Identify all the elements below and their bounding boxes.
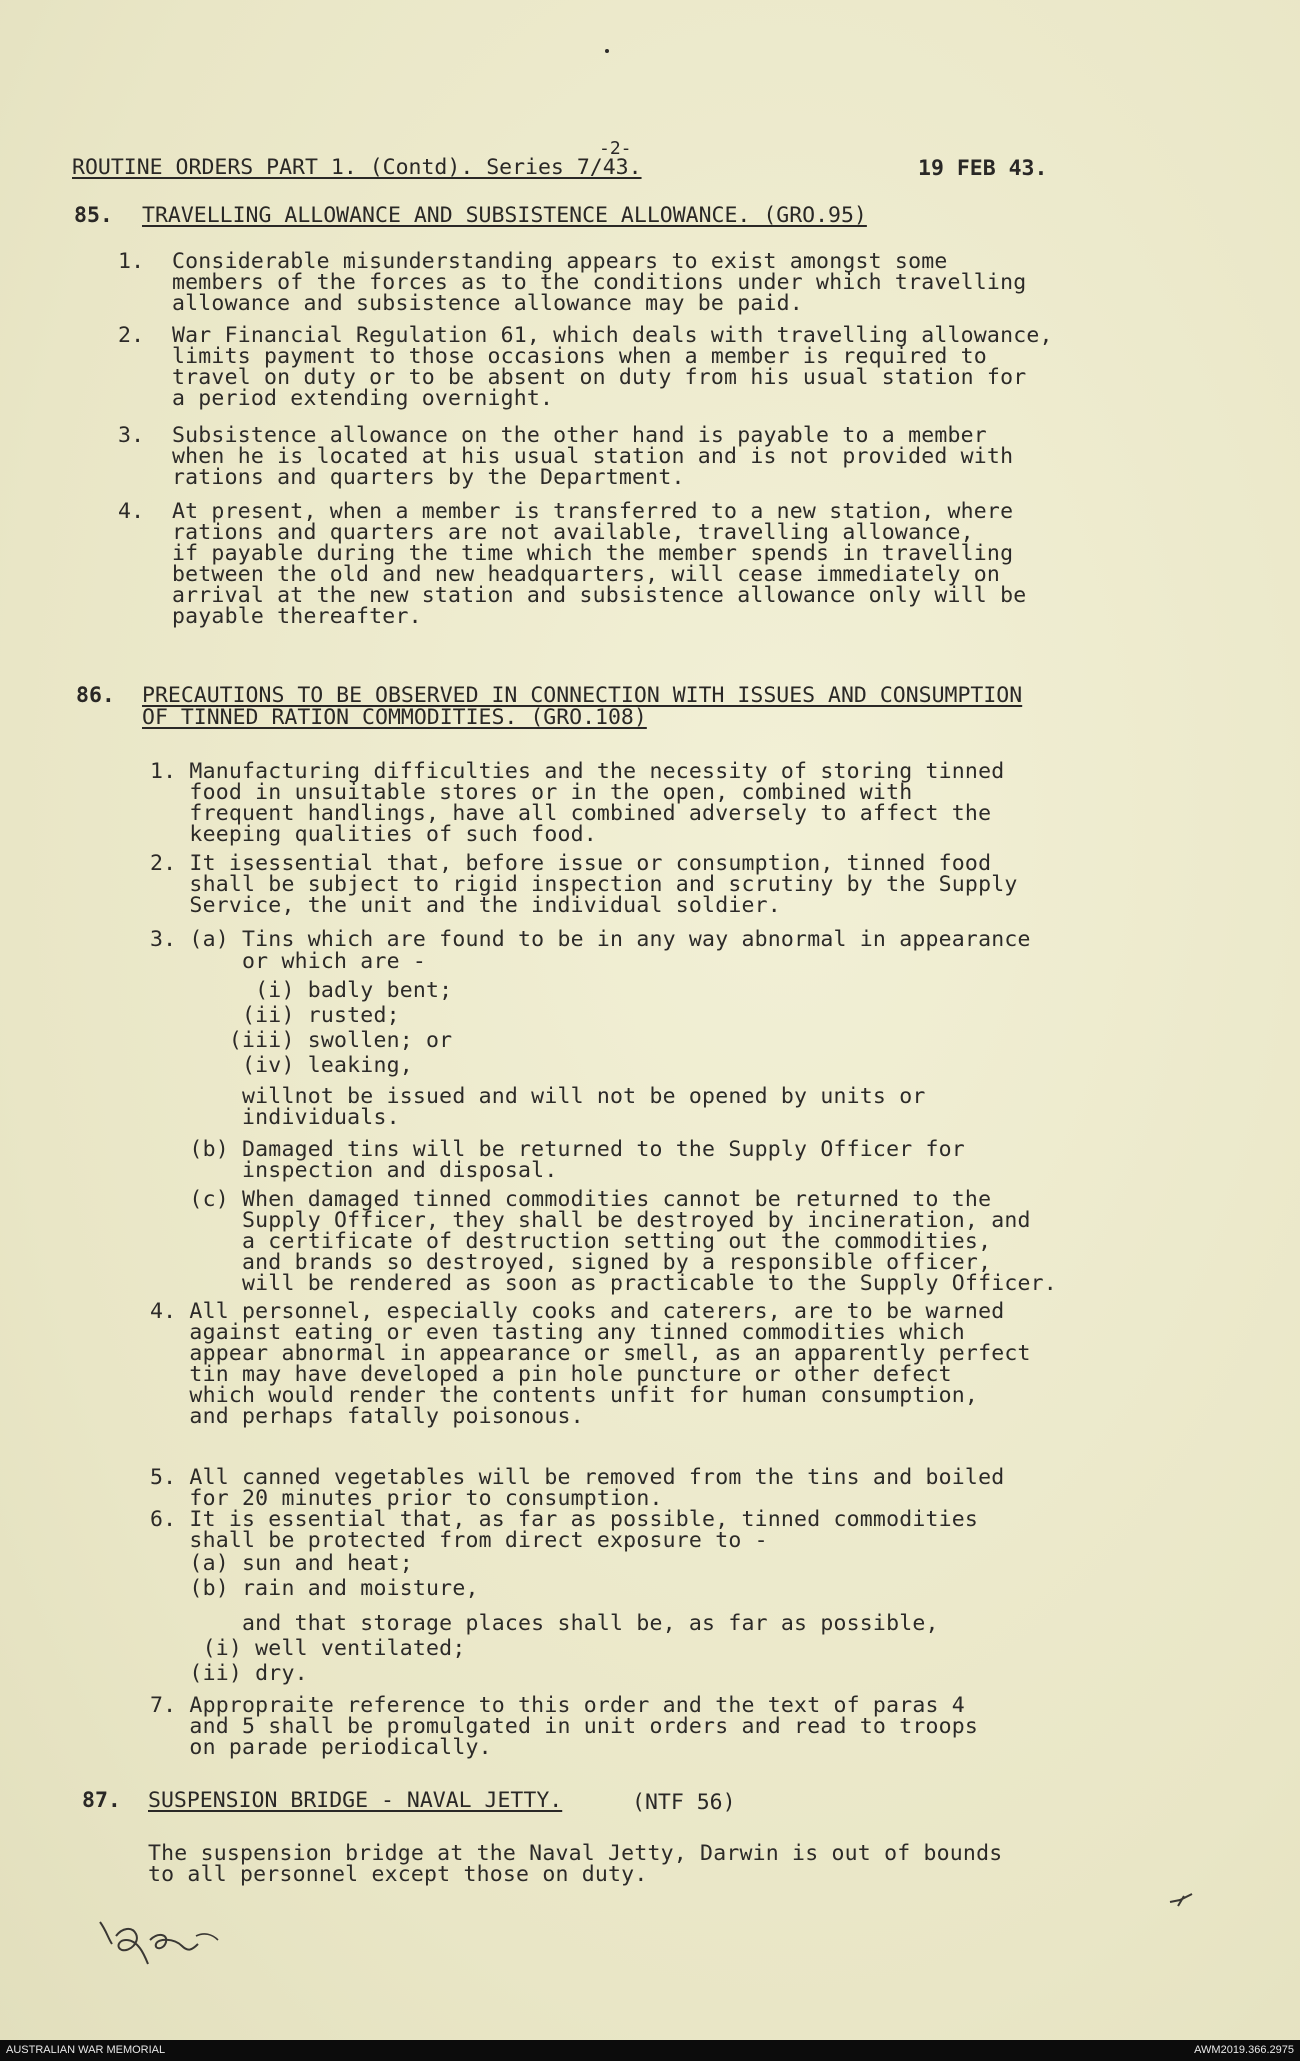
s86-line-36: (i) well ventilated; <box>150 1636 466 1661</box>
s86-line-12: (iii) swollen; or <box>150 1028 453 1053</box>
s86-line-10: (i) badly bent; <box>150 978 453 1003</box>
para-85-2-line-4: a period extending overnight. <box>172 386 554 411</box>
s86-line-1: 1. Manufacturing difficulties and the necessity of storing tinned <box>150 759 1005 784</box>
section-86-title-line-2: OF TINNED RATION COMMODITIES. (GRO.108) <box>142 705 647 730</box>
s86-line-37: (ii) dry. <box>150 1661 308 1686</box>
s86-line-30: for 20 minutes prior to consumption. <box>150 1486 663 1511</box>
s86-line-15: individuals. <box>150 1105 400 1130</box>
s86-line-31: 6. It is essential that, as far as possible, tinned commodities <box>150 1507 979 1532</box>
s86-line-40: on parade periodically. <box>150 1735 492 1760</box>
para-85-3-num: 3. <box>118 423 145 448</box>
s86-line-27: which would render the contents unfit for human consumption, <box>150 1383 979 1408</box>
s86-line-17: inspection and disposal. <box>150 1158 558 1183</box>
para-85-4-line-6: payable thereafter. <box>172 604 422 629</box>
s86-line-35: and that storage places shall be, as far as possible, <box>150 1611 939 1636</box>
s86-line-7: Service, the unit and the individual soldier. <box>150 893 781 918</box>
s86-line-28: and perhaps fatally poisonous. <box>150 1404 584 1429</box>
section-85-title: TRAVELLING ALLOWANCE AND SUBSISTENCE ALLOWANCE. (GRO.95) <box>142 203 867 228</box>
s87-line-2: to all personnel except those on duty. <box>148 1862 648 1887</box>
s86-line-3: frequent handlings, have all combined adversely to affect the <box>150 801 992 826</box>
para-85-4-line-3: if payable during the time which the member spends in travelling <box>172 541 1014 566</box>
s86-line-14: willnot be issued and will not be opened by units or <box>150 1084 926 1109</box>
s86-line-21: and brands so destroyed, signed by a responsible officer, <box>150 1250 992 1275</box>
footer-accession: AWM2019.366.2975 <box>1194 2044 1294 2056</box>
handwritten-initials <box>92 1910 252 1980</box>
para-85-3-line-3: rations and quarters by the Department. <box>172 465 685 490</box>
s86-line-26: tin may have developed a pin hole puncture or other defect <box>150 1362 952 1387</box>
s86-line-23: 4. All personnel, especially cooks and caterers, are to be warned <box>150 1299 1005 1324</box>
para-85-2-line-3: travel on duty or to be absent on duty from his usual station for <box>172 365 1027 390</box>
para-85-2-line-1: War Financial Regulation 61, which deals with travelling allowance, <box>172 323 1053 348</box>
s86-line-9: or which are - <box>150 949 427 974</box>
s86-line-18: (c) When damaged tinned commodities cannot be returned to the <box>150 1187 992 1212</box>
s86-line-29: 5. All canned vegetables will be removed from the tins and boiled <box>150 1465 1005 1490</box>
s86-line-25: appear abnormal in appearance or smell, as an apparently perfect <box>150 1341 1031 1366</box>
s86-line-5: 2. It isessential that, before issue or consumption, tinned food <box>150 851 992 876</box>
para-85-3-line-2: when he is located at his usual station and is not provided with <box>172 444 1014 469</box>
para-85-2-num: 2. <box>118 323 145 348</box>
s86-line-8: 3. (a) Tins which are found to be in any way abnormal in appearance <box>150 927 1031 952</box>
s86-line-32: shall be protected from direct exposure to - <box>150 1528 768 1553</box>
para-85-4-line-5: arrival at the new station and subsistence allowance only will be <box>172 583 1027 608</box>
para-85-1-line-2: members of the forces as to the conditions under which travelling <box>172 270 1027 295</box>
s86-line-39: and 5 shall be promulgated in unit orders and read to troops <box>150 1714 979 1739</box>
s86-line-34: (b) rain and moisture, <box>150 1576 479 1601</box>
s86-line-11: (ii) rusted; <box>150 1003 400 1028</box>
section-87-number: 87. <box>82 1788 121 1813</box>
s86-line-4: keeping qualities of such food. <box>150 822 597 847</box>
s86-line-38: 7. Appropraite reference to this order and the text of paras 4 <box>150 1693 965 1718</box>
pencil-mark <box>1168 1886 1198 1910</box>
s87-line-1: The suspension bridge at the Naval Jetty, Darwin is out of bounds <box>148 1841 1003 1866</box>
punch-mark <box>605 49 609 53</box>
para-85-4-line-4: between the old and new headquarters, will cease immediately on <box>172 562 1001 587</box>
para-85-4-num: 4. <box>118 499 145 524</box>
header-date: 19 FEB 43. <box>918 156 1048 181</box>
s86-line-2: food in unsuitable stores or in the open, combined with <box>150 780 913 805</box>
page-number: -2- <box>599 138 632 159</box>
para-85-3-line-1: Subsistence allowance on the other hand is payable to a member <box>172 423 987 448</box>
s86-line-22: will be rendered as soon as practicable to the Supply Officer. <box>150 1271 1057 1296</box>
para-85-2-line-2: limits payment to those occasions when a member is required to <box>172 344 987 369</box>
section-86-number: 86. <box>76 683 115 708</box>
para-85-1-line-3: allowance and subsistence allowance may be paid. <box>172 291 803 316</box>
s86-line-24: against eating or even tasting any tinned commodities which <box>150 1320 965 1345</box>
para-85-4-line-1: At present, when a member is transferred to a new station, where <box>172 499 1014 524</box>
section-87-title: SUSPENSION BRIDGE - NAVAL JETTY. <box>148 1788 563 1813</box>
archive-footer <box>0 2040 1300 2061</box>
s86-line-20: a certificate of destruction setting out the commodities, <box>150 1229 992 1254</box>
section-85-number: 85. <box>74 203 113 228</box>
s86-line-6: shall be subject to rigid inspection and scrutiny by the Supply <box>150 872 1018 897</box>
s86-line-13: (iv) leaking, <box>150 1053 413 1078</box>
s86-line-19: Supply Officer, they shall be destroyed by incineration, and <box>150 1208 1031 1233</box>
footer-institution: AUSTRALIAN WAR MEMORIAL <box>6 2044 166 2056</box>
section-86-title-line-1: PRECAUTIONS TO BE OBSERVED IN CONNECTION WITH ISSUES AND CONSUMPTION <box>142 683 1023 708</box>
para-85-1-num: 1. <box>118 249 145 274</box>
header-title: ROUTINE ORDERS PART 1. (Contd). Series 7/43. <box>72 155 642 180</box>
para-85-1-line-1: Considerable misunderstanding appears to exist amongst some <box>172 249 948 274</box>
s86-line-33: (a) sun and heat; <box>150 1551 413 1576</box>
section-87-reference: (NTF 56) <box>632 1790 736 1815</box>
para-85-4-line-2: rations and quarters are not available, travelling allowance, <box>172 520 974 545</box>
s86-line-16: (b) Damaged tins will be returned to the Supply Officer for <box>150 1137 965 1162</box>
